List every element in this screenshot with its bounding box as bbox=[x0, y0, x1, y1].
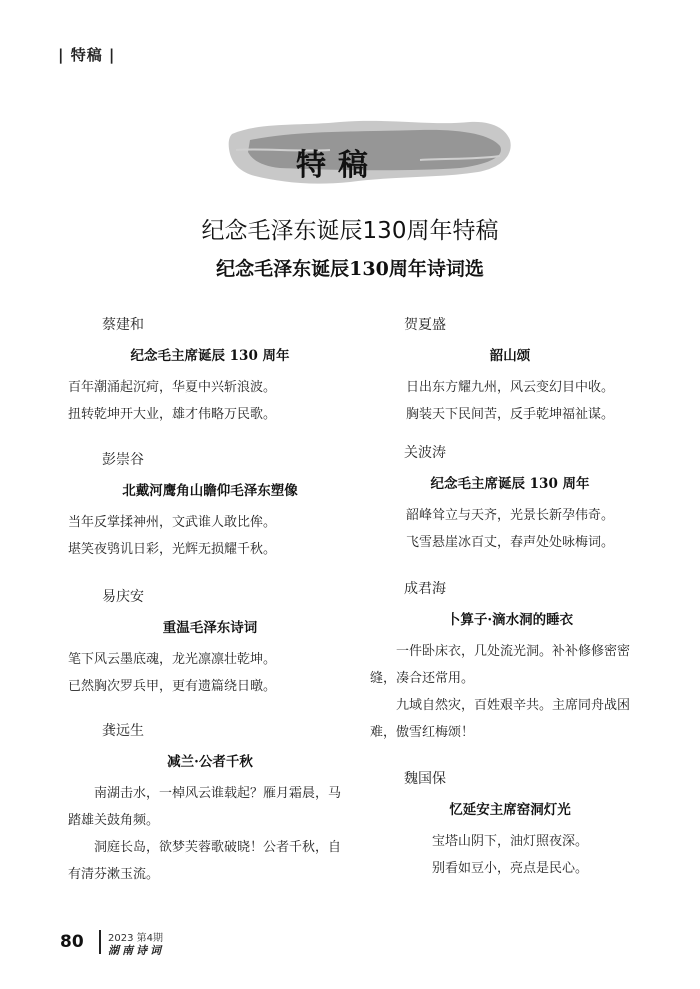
page-number: 80 bbox=[60, 932, 84, 952]
poem-title: 卜算子·滴水洞的睡衣 bbox=[446, 612, 574, 628]
poem-line: 日出东方耀九州，风云变幻目中收。 bbox=[405, 380, 614, 395]
footer-divider bbox=[99, 930, 101, 954]
poem-cheng-junhai bbox=[370, 578, 650, 746]
poem-line: 扭转乾坤开大业，雄才伟略万民歌。 bbox=[68, 407, 277, 422]
poem-he-xiasheng bbox=[370, 314, 650, 428]
section-tag: | 特稿 | bbox=[58, 46, 116, 64]
poem-author: 龚远生 bbox=[102, 723, 144, 739]
poem-title: 重温毛泽东诗词 bbox=[162, 620, 258, 636]
poem-author: 蔡建和 bbox=[102, 317, 144, 333]
poem-gong-yuansheng bbox=[68, 720, 352, 888]
poem-title: 纪念毛主席诞辰 130 周年 bbox=[130, 348, 290, 364]
poem-paragraph: 九域自然灾，百姓艰辛共。主席同舟战困难，傲雪红梅颂！ bbox=[370, 698, 631, 740]
poem-paragraph: 南湖击水，一棹风云谁载起？雁月霜晨，马踏雄关鼓角频。 bbox=[68, 786, 342, 828]
poem-title: 韶山颂 bbox=[489, 348, 531, 364]
poem-line: 别看如豆小，亮点是民心。 bbox=[431, 861, 588, 876]
poem-title: 纪念毛主席诞辰 130 周年 bbox=[430, 476, 590, 492]
poem-line: 宝塔山阴下，油灯照夜深。 bbox=[431, 834, 588, 849]
poem-guan-botao bbox=[370, 442, 650, 556]
poem-title: 忆延安主席窑洞灯光 bbox=[449, 802, 571, 818]
poem-line: 堪笑夜鸮讥日彩，光辉无损耀千秋。 bbox=[68, 542, 277, 557]
poem-yi-qingan bbox=[68, 586, 352, 700]
poem-line: 韶峰耸立与天齐，光景长新孕伟奇。 bbox=[405, 508, 614, 523]
poem-author: 彭崇谷 bbox=[102, 452, 144, 468]
poem-line: 笔下风云墨底魂，龙光凛凛壮乾坤。 bbox=[68, 652, 277, 667]
poem-line: 当年反掌揉神州，文武谁人敢比侔。 bbox=[68, 515, 277, 530]
poem-author: 易庆安 bbox=[102, 589, 144, 605]
poem-paragraph: 洞庭长岛，欲梦芙蓉歌破晓！公者千秋，自有清芬漱玉流。 bbox=[68, 840, 342, 882]
poem-line: 胸装天下民间苦，反手乾坤福祉谋。 bbox=[405, 407, 614, 422]
magazine-name: 湖南诗词 bbox=[108, 944, 164, 957]
poem-peng-chonggu bbox=[68, 449, 352, 563]
poem-cai-jianhe bbox=[68, 314, 352, 428]
poem-title: 北戴河鹰角山瞻仰毛泽东塑像 bbox=[122, 483, 298, 499]
sub-title: 纪念毛泽东诞辰130周年诗词选 bbox=[216, 258, 484, 280]
poem-author: 魏国保 bbox=[404, 771, 446, 787]
poem-line: 已然胸次罗兵甲，更有遗篇绕日暾。 bbox=[68, 679, 277, 694]
poem-paragraph: 一件卧床衣，几处流光洞。补补修修密密缝，凑合还常用。 bbox=[370, 644, 631, 686]
banner-title: 特稿 bbox=[296, 148, 380, 183]
poem-line: 飞雪悬崖冰百丈，春声处处咏梅词。 bbox=[405, 535, 614, 550]
poem-author: 成君海 bbox=[404, 581, 446, 597]
poem-line: 百年潮涌起沉疴，华夏中兴斩浪波。 bbox=[68, 380, 277, 395]
issue-label: 2023 第4期 bbox=[108, 933, 163, 944]
poem-title: 减兰·公者千秋 bbox=[167, 754, 253, 770]
poem-author: 关波涛 bbox=[404, 445, 446, 461]
poem-wei-guobao bbox=[370, 768, 650, 882]
main-title: 纪念毛泽东诞辰130周年特稿 bbox=[201, 218, 499, 244]
poem-author: 贺夏盛 bbox=[404, 317, 446, 333]
